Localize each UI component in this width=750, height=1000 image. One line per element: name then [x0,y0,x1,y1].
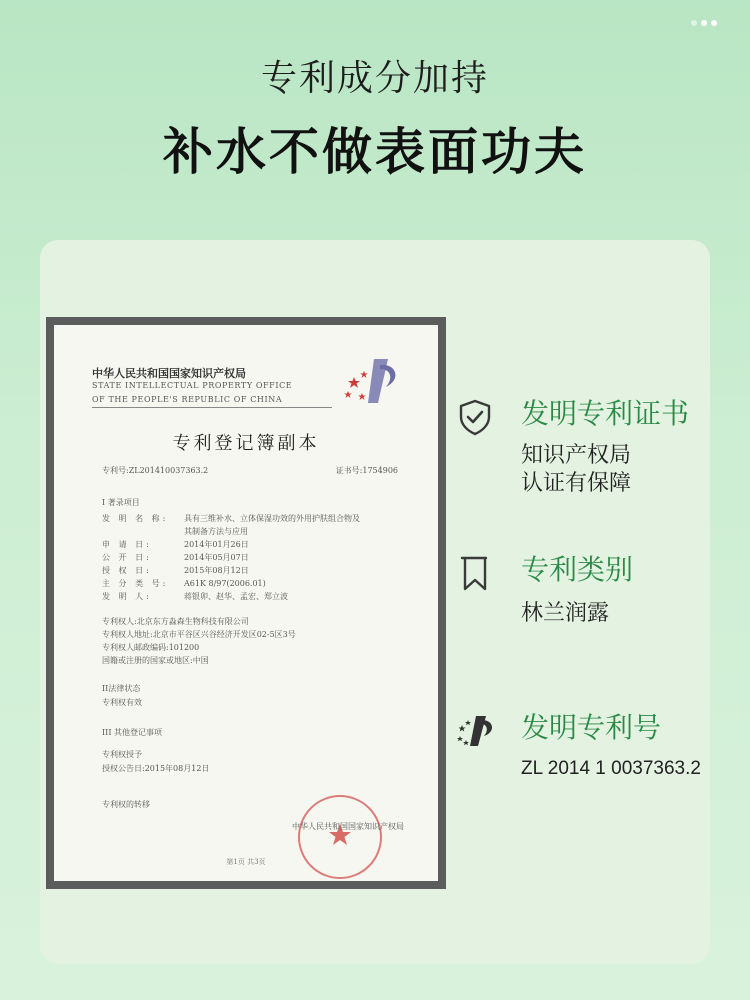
certificate-section-2: II法律状态 [102,684,141,693]
certificate-org-cn: 中华人民共和国国家知识产权局 [92,367,246,380]
certificate-row: 其制备方法与应用 [184,527,248,536]
feature-line: 认证有保障 [521,471,632,496]
shield-check-icon [456,398,494,436]
certificate-legal-status: 专利权有效 [102,698,142,707]
certificate-owner-block: 专利权人:北京东方淼森生物科技有限公司 专利权人地址:北京市平谷区兴谷经济开发区02-5区3号 专利权人邮政编码:101200 国籍或注册的国家或地区:中国 [102,617,296,665]
feature-title: 发明专利证书 [521,397,690,430]
certificate-paper [54,325,438,881]
page-indicator-dots [691,20,717,26]
certificate-cert-number: 证书号:1754906 [335,466,398,475]
feature-line: 知识产权局 [521,443,632,468]
patent-certificate-image [46,317,446,889]
certificate-grant-title: 专利权授予 [102,750,142,759]
certificate-row: 发 明 人: 蒋银卯、赵华、孟宏、郑立波 [102,592,288,601]
certificate-org-en-1: STATE INTELLECTUAL PROPERTY OFFICE [92,381,293,390]
certificate-row: 授 权 日: 2015年08月12日 [102,566,249,575]
headline-title: 补水不做表面功夫 [163,123,587,181]
certificate-org-en-2: OF THE PEOPLE'S REPUBLIC OF CHINA [92,395,283,404]
feature-patent-number-value: ZL 2014 1 0037363.2 [521,758,701,779]
certificate-patent-number: 专利号:ZL201410037363.2 [102,466,209,475]
certificate-row: 申 请 日: 2014年01月26日 [102,540,249,549]
feature-title: 专利类别 [521,553,634,586]
patent-office-logo-icon [456,712,494,750]
certificate-rule [92,407,332,408]
certificate-row: 发 明 名 称: 具有三维补水、立体保湿功效的外用护肤组合物及 [102,514,360,523]
certificate-section-3: III 其他登记事项 [102,728,163,737]
certificate-page-number: 第1页 共3页 [226,858,266,866]
feature-title: 发明专利号 [521,711,662,744]
certificate-grant-date: 授权公告日:2015年08月12日 [102,764,210,773]
certificate-title: 专利登记簿副本 [172,433,320,454]
sipo-logo-icon [344,351,408,411]
certificate-row: 主 分 类 号: A61K 8/97(2006.01) [102,579,266,588]
headline-subtitle: 专利成分加持 [260,58,489,99]
certificate-section-1: I 著录项目 [102,498,140,507]
certificate-transfer: 专利权的转移 [102,800,150,809]
bookmark-icon [456,554,494,592]
certificate-issuer: 中华人民共和国国家知识产权局 [292,822,404,831]
certificate-row: 公 开 日: 2014年05月07日 [102,553,249,562]
feature-line: 林兰润露 [521,601,610,626]
